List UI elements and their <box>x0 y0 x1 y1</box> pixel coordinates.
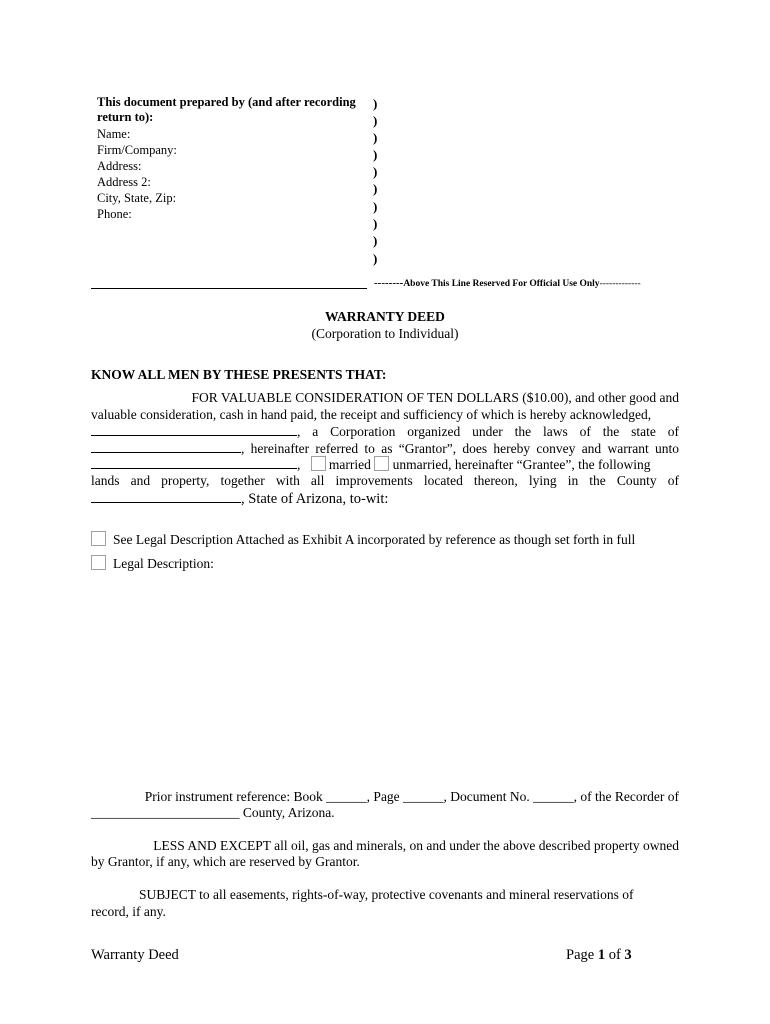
grantee-name-blank[interactable] <box>91 456 297 469</box>
total-pages: 3 <box>624 947 632 963</box>
paren-mark: ) <box>373 233 378 248</box>
address2-field-label: Address 2: <box>97 175 151 189</box>
recording-signature-line <box>91 288 367 289</box>
paren-mark: ) <box>373 216 378 231</box>
page-label: Page <box>566 947 595 963</box>
exhibit-option <box>91 531 635 548</box>
of-label: of <box>608 947 621 963</box>
prior-instrument-line-1: Prior instrument reference: Book ______, Page ______, Document No. ______, of the Recorder of <box>144 789 679 804</box>
document-title: WARRANTY DEED <box>325 309 445 324</box>
paren-mark: ) <box>373 96 378 111</box>
legal-description-checkbox[interactable] <box>91 555 106 570</box>
state-of-organization-blank[interactable] <box>91 440 241 453</box>
consideration-line-5: , married unmarried, hereinafter “Grantee”, the following <box>91 456 679 474</box>
unmarried-label: unmarried, hereinafter “Grantee”, the following <box>392 457 651 472</box>
firm-field-label: Firm/Company: <box>97 143 177 157</box>
document-subtitle: (Corporation to Individual) <box>311 326 459 341</box>
legal-description-label: Legal Description: <box>113 556 214 571</box>
consideration-line-6: lands and property, together with all improvements located thereon, lying in the County of <box>91 473 679 488</box>
paren-mark: ) <box>373 164 378 179</box>
footer-page-number <box>566 947 632 964</box>
grantor-name-blank[interactable] <box>91 423 297 436</box>
paren-mark: ) <box>373 113 378 128</box>
name-field-label: Name: <box>97 127 131 141</box>
consideration-line-4 <box>91 440 679 458</box>
prepared-by-heading: This document prepared by (and after recording return to): <box>97 95 356 124</box>
paren-mark: ) <box>373 181 378 196</box>
married-label: married <box>328 457 371 472</box>
footer-document-name: Warranty Deed <box>91 947 179 963</box>
less-except-line-2: by Grantor, if any, which are reserved by Grantor. <box>91 854 360 869</box>
consideration-line-7 <box>91 490 679 508</box>
state-clause: , State of Arizona, to-wit: <box>241 491 389 507</box>
grantor-clause: , hereinafter referred to as “Grantor”, does hereby convey and warrant unto <box>241 441 679 456</box>
reserved-line-notice <box>374 277 641 289</box>
paren-mark: ) <box>373 199 378 214</box>
paren-mark: ) <box>373 147 378 162</box>
paren-mark: ) <box>373 130 378 145</box>
consideration-line-1: FOR VALUABLE CONSIDERATION OF TEN DOLLARS ($10.00), and other good and <box>191 390 679 405</box>
current-page: 1 <box>597 947 606 963</box>
phone-field-label: Phone: <box>97 207 132 221</box>
address-field-label: Address: <box>97 159 142 173</box>
exhibit-checkbox[interactable] <box>91 531 106 546</box>
legal-description-option <box>91 555 214 572</box>
corporation-clause: , a Corporation organized under the laws of the state of <box>297 424 679 439</box>
less-except-line-1: LESS AND EXCEPT all oil, gas and minerals, on and under the above described property owned <box>153 838 679 853</box>
consideration-line-2: valuable consideration, cash in hand paid, the receipt and sufficiency of which is hereby acknowledged, <box>91 407 652 422</box>
city-state-zip-field-label: City, State, Zip: <box>97 191 177 205</box>
prior-instrument-line-2: ______________________ County, Arizona. <box>91 805 335 820</box>
county-blank[interactable] <box>91 490 241 503</box>
know-all-heading: KNOW ALL MEN BY THESE PRESENTS THAT: <box>91 367 387 382</box>
reserved-trail: ------------- <box>599 279 641 289</box>
subject-to-line-2: record, if any. <box>91 904 166 919</box>
subject-to-line-1: SUBJECT to all easements, rights-of-way, protective covenants and mineral reservations of <box>139 887 634 902</box>
exhibit-label: See Legal Description Attached as Exhibit A incorporated by reference as though set forth in full <box>113 532 636 547</box>
married-checkbox[interactable] <box>311 456 326 471</box>
reserved-text: Above This Line Reserved For Official Use Only <box>403 279 600 289</box>
consideration-line-3 <box>91 423 679 441</box>
reserved-dashes: -------- <box>374 277 404 289</box>
paren-mark: ) <box>373 251 378 266</box>
unmarried-checkbox[interactable] <box>374 456 389 471</box>
